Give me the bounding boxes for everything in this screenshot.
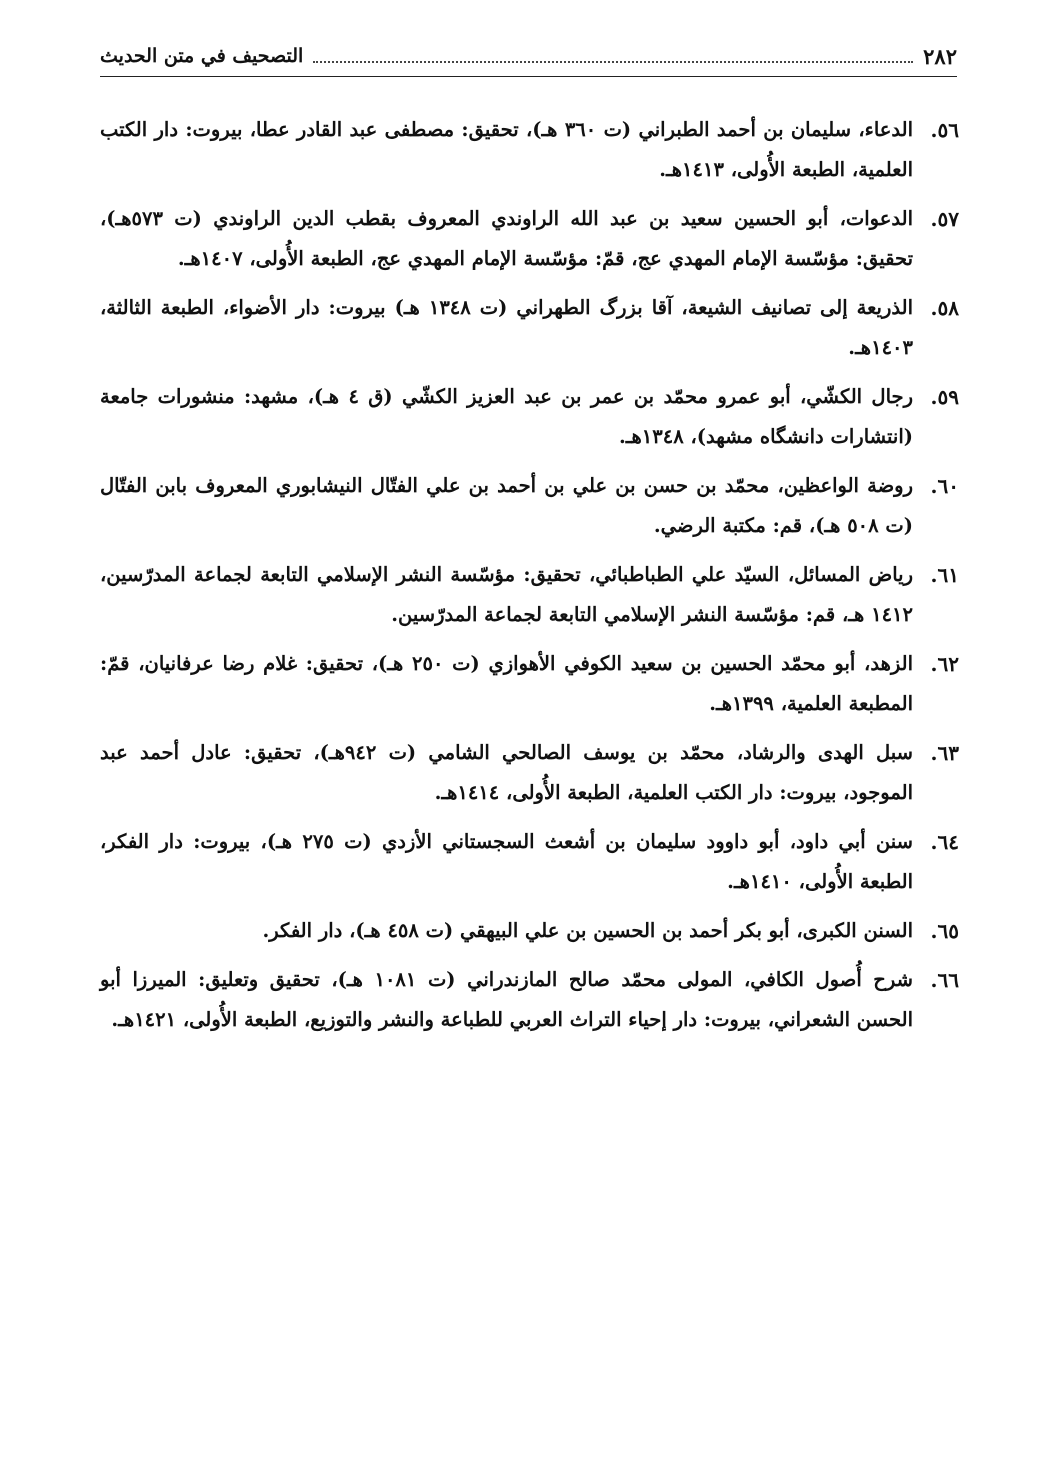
page-header [100, 36, 957, 77]
bibliography-entry [100, 644, 959, 724]
bibliography-entry [100, 377, 959, 457]
entry-text: رجال الكشّي، أبو عمرو محمّد بن عمر بن عبد العزيز الكشّي (ق ٤ هـ)، مشهد: منشورات جامعة (انتشارات دانشگاه مشهد)، ١٣٤٨هـ. [100, 385, 913, 448]
entry-text: سنن أبي داود، أبو داوود سليمان بن أشعث السجستاني الأزدي (ت ٢٧٥ هـ)، بيروت: دار الفكر، الطبعة الأُولى، ١٤١٠هـ. [100, 830, 914, 893]
entry-number: ٦٢. [930, 652, 959, 676]
entry-number: ٦١. [930, 563, 959, 587]
entry-number: ٦٦. [930, 968, 959, 992]
entry-text: سبل الهدى والرشاد، محمّد بن يوسف الصالحي الشامي (ت ٩٤٢هـ)، تحقيق: عادل أحمد عبد الموجود، بيروت: دار الكتب العلمية، الطبعة الأُولى، ١٤١٤هـ. [100, 741, 913, 804]
entry-text: السنن الكبرى، أبو بكر أحمد بن الحسين بن علي البيهقي (ت ٤٥٨ هـ)، دار الفكر. [262, 919, 913, 942]
bibliography-entry [100, 822, 959, 902]
entry-number: ٦٥. [930, 919, 959, 943]
entry-number: ٦٤. [930, 830, 959, 854]
header-dot-leader [313, 61, 913, 63]
bibliography-entry [100, 555, 959, 635]
page-number: ٢٨٢ [923, 43, 957, 69]
bibliography-entry [100, 466, 959, 546]
entry-text: روضة الواعظين، محمّد بن حسن بن علي بن أحمد بن علي الفتّال النيشابوري المعروف بابن الفتّال (ت ٥٠٨ هـ)، قم: مكتبة الرضي. [100, 474, 913, 537]
entry-text: الذريعة إلى تصانيف الشيعة، آقا بزرگ الطهراني (ت ١٣٤٨ هـ) بيروت: دار الأضواء، الطبعة الثالثة، ١٤٠٣هـ. [100, 296, 913, 359]
entry-text: رياض المسائل، السيّد علي الطباطبائي، تحقيق: مؤسّسة النشر الإسلامي التابعة لجماعة المدرّسين، ١٤١٢ هـ، قم: مؤسّسة النشر الإسلامي التابعة لجماعة المدرّسين. [100, 563, 913, 626]
entry-number: ٦٠. [930, 474, 959, 498]
bibliography-entry [100, 288, 959, 368]
entry-number: ٥٦. [930, 118, 959, 142]
bibliography-entry [100, 199, 959, 279]
bibliography-entry [100, 110, 959, 190]
bibliography-entry [100, 733, 959, 813]
running-title: التصحيف في متن الحديث [100, 45, 304, 67]
bibliography-list [100, 110, 959, 1049]
entry-text: الدعاء، سليمان بن أحمد الطبراني (ت ٣٦٠ هـ)، تحقيق: مصطفى عبد القادر عطا، بيروت: دار الكتب العلمية، الطبعة الأُولى، ١٤١٣هـ. [100, 118, 914, 181]
entry-number: ٥٧. [930, 207, 959, 231]
entry-text: شرح أُصول الكافي، المولى محمّد صالح المازندراني (ت ١٠٨١ هـ)، تحقيق وتعليق: الميرزا أبو الحسن الشعراني، بيروت: دار إحياء التراث العربي للطباعة والنشر والتوزيع، الطبعة الأُولى، ١٤٢١هـ. [100, 968, 913, 1031]
bibliography-entry [100, 911, 959, 951]
entry-text: الزهد، أبو محمّد الحسين بن سعيد الكوفي الأهوازي (ت ٢٥٠ هـ)، تحقيق: غلام رضا عرفانيان، قمّ: المطبعة العلمية، ١٣٩٩هـ. [100, 652, 913, 715]
bibliography-entry [100, 960, 959, 1040]
entry-text: الدعوات، أبو الحسين سعيد بن عبد الله الراوندي المعروف بقطب الدين الراوندي (ت ٥٧٣هـ)، تحقيق: مؤسّسة الإمام المهدي عج، قمّ: مؤسّسة الإمام المهدي عج، الطبعة الأُولى، ١٤٠٧هـ. [100, 207, 913, 270]
entry-number: ٦٣. [930, 741, 959, 765]
entry-number: ٥٨. [930, 296, 959, 320]
entry-number: ٥٩. [930, 385, 959, 409]
